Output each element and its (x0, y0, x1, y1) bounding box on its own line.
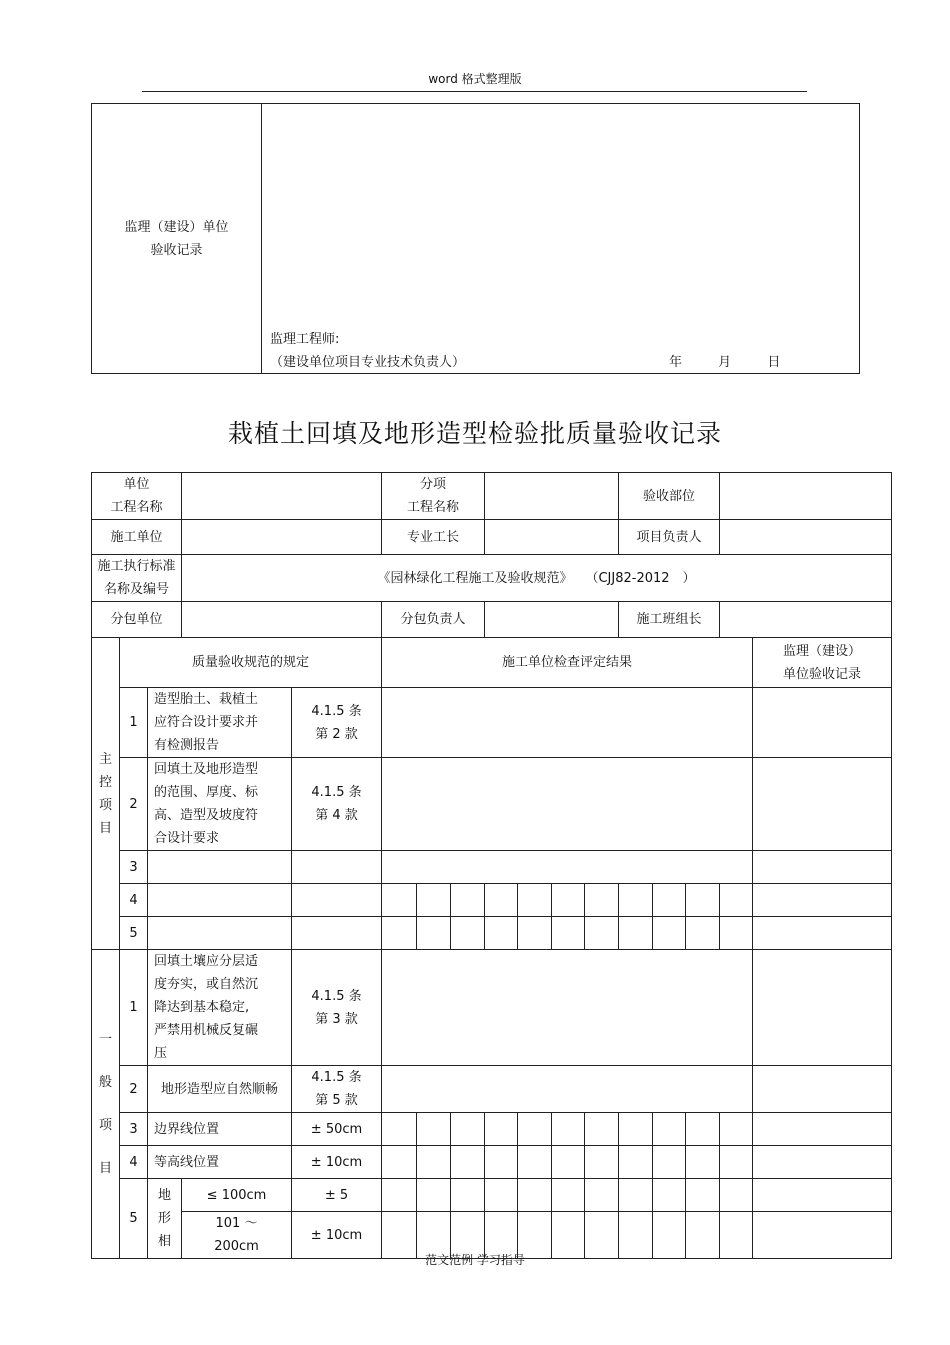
result-cell[interactable] (382, 758, 753, 851)
header-rule (142, 91, 807, 92)
result-cell[interactable] (382, 851, 753, 884)
measure-cell[interactable] (653, 1146, 686, 1179)
supervision-cell[interactable] (753, 688, 892, 758)
item-clause[interactable] (292, 917, 382, 950)
foreman-label: 专业工长 (382, 520, 485, 555)
team-leader-label: 施工班组长 (619, 602, 720, 638)
subcontractor-label: 分包单位 (92, 602, 182, 638)
sub-project-label-l1: 分项 (419, 477, 446, 492)
range-label: ≤ 100cm (182, 1179, 292, 1212)
measure-cell[interactable] (686, 1146, 720, 1179)
measure-cell[interactable] (585, 1146, 619, 1179)
measure-cell[interactable] (485, 1179, 518, 1212)
measure-cell[interactable] (619, 1113, 653, 1146)
supervision-header (753, 638, 892, 688)
item-number: 4 (120, 1146, 148, 1179)
item-number: 1 (120, 950, 148, 1066)
supervision-label-cell (92, 104, 262, 374)
foreman-value[interactable] (485, 520, 619, 555)
item-description[interactable] (148, 851, 292, 884)
unit-project-label (92, 473, 182, 520)
unit-project-value[interactable] (182, 473, 382, 520)
terrain-char-3: 相 (157, 1234, 171, 1249)
measure-cell[interactable] (382, 1179, 417, 1212)
measure-cell[interactable] (382, 1146, 417, 1179)
measure-cell[interactable] (619, 917, 653, 950)
item-description: 等高线位置 (148, 1146, 292, 1179)
measure-cell[interactable] (619, 1146, 653, 1179)
item-tolerance: ± 5 (292, 1179, 382, 1212)
measure-cell[interactable] (382, 884, 417, 917)
clause-line: 4.1.5 条 (311, 1070, 362, 1085)
clause-line: 第 3 款 (315, 1011, 358, 1027)
supervision-cell[interactable] (753, 1066, 892, 1113)
month-label: 月 (718, 355, 732, 370)
supervision-cell[interactable] (753, 917, 892, 950)
item-desc-line: 回填土壤应分层适 (154, 954, 259, 969)
item-description[interactable] (148, 917, 292, 950)
general-char-1: 一 (98, 1032, 112, 1047)
item-number: 5 (120, 1179, 148, 1259)
supervision-header-l2: 单位验收记录 (782, 666, 861, 682)
supervision-cell[interactable] (753, 1179, 892, 1212)
item-clause (292, 688, 382, 758)
table-row (92, 917, 892, 950)
signature-block (270, 328, 465, 374)
result-cell[interactable] (382, 688, 753, 758)
page-footer: 范文范例 学习指导 (425, 1253, 525, 1267)
standard-value: 《园林绿化工程施工及验收规范》 （CJJ82-2012 ） (182, 555, 892, 602)
sub-leader-label: 分包负责人 (382, 602, 485, 638)
measure-cell[interactable] (552, 884, 585, 917)
measure-cell[interactable] (451, 1179, 485, 1212)
measure-cell[interactable] (653, 884, 686, 917)
measure-cell[interactable] (417, 1113, 451, 1146)
item-number: 2 (120, 758, 148, 851)
measure-cell[interactable] (552, 1146, 585, 1179)
measure-cell[interactable] (686, 917, 720, 950)
item-description[interactable] (148, 884, 292, 917)
day-label: 日 (767, 355, 781, 370)
measure-cell[interactable] (451, 884, 485, 917)
supervision-record-cell[interactable] (262, 104, 860, 374)
measure-cell[interactable] (720, 1146, 753, 1179)
item-desc-line: 的范围、厚度、标 (154, 785, 259, 800)
clause-line: 4.1.5 条 (311, 785, 362, 800)
main-control-char-3: 项 (98, 797, 112, 813)
supervision-label-line2: 验收记录 (150, 242, 203, 258)
item-number: 1 (120, 688, 148, 758)
supervision-label-line1: 监理（建设）单位 (124, 219, 229, 235)
terrain-sub-label (148, 1179, 182, 1259)
item-clause (292, 950, 382, 1066)
page-header: word 格式整理版 (428, 72, 522, 86)
item-desc-line: 降达到基本稳定, (154, 1000, 250, 1015)
measure-cell[interactable] (552, 1113, 585, 1146)
item-tolerance: ± 10cm (292, 1212, 382, 1259)
year-label: 年 (669, 355, 683, 370)
measure-cell[interactable] (451, 1146, 485, 1179)
terrain-char-1: 地 (157, 1188, 171, 1203)
main-control-label (92, 638, 120, 950)
item-tolerance: ± 50cm (292, 1113, 382, 1146)
table-row (92, 1066, 892, 1113)
clause-line: 第 5 款 (315, 1093, 358, 1108)
measure-cell[interactable] (451, 1113, 485, 1146)
supervision-cell[interactable] (753, 884, 892, 917)
measure-cell[interactable] (653, 1113, 686, 1146)
item-desc-line: 应符合设计要求并 (154, 715, 259, 730)
measure-cell[interactable] (382, 917, 417, 950)
item-description (148, 758, 292, 851)
measure-cell[interactable] (451, 917, 485, 950)
measure-cell[interactable] (720, 1113, 753, 1146)
main-control-char-4: 目 (98, 820, 112, 836)
item-desc-line: 严禁用机械反复碾 (154, 1023, 259, 1038)
item-tolerance: ± 10cm (292, 1146, 382, 1179)
project-leader-value[interactable] (720, 520, 892, 555)
measure-cell[interactable] (518, 1113, 552, 1146)
item-number: 2 (120, 1066, 148, 1113)
item-clause (292, 1066, 382, 1113)
item-clause (292, 758, 382, 851)
measure-cell[interactable] (485, 1146, 518, 1179)
measure-cell[interactable] (585, 884, 619, 917)
item-desc-line: 回填土及地形造型 (154, 762, 259, 777)
measure-cell[interactable] (518, 884, 552, 917)
measure-cell[interactable] (518, 1179, 552, 1212)
sub-leader-value[interactable] (485, 602, 619, 638)
engineer-label: 监理工程师: (270, 332, 340, 347)
measure-cell[interactable] (720, 917, 753, 950)
general-char-4: 目 (98, 1161, 112, 1176)
measure-cell[interactable] (518, 917, 552, 950)
item-desc-line: 高、造型及坡度符 (154, 808, 259, 823)
acceptance-part-value[interactable] (720, 473, 892, 520)
table-row (92, 1179, 892, 1212)
measure-cell[interactable] (417, 917, 451, 950)
measure-cell[interactable] (686, 1113, 720, 1146)
measure-cell[interactable] (686, 1179, 720, 1212)
result-cell[interactable] (382, 1066, 753, 1113)
measure-cell[interactable] (552, 1179, 585, 1212)
measure-cell[interactable] (619, 1179, 653, 1212)
item-description: 地形造型应自然顺畅 (148, 1066, 292, 1113)
sub-project-value[interactable] (485, 473, 619, 520)
clause-line: 4.1.5 条 (311, 703, 362, 719)
responsible-label: （建设单位项目专业技术负责人） (270, 355, 466, 370)
supervision-cell[interactable] (753, 851, 892, 884)
supervision-cell[interactable] (753, 950, 892, 1066)
supervision-header-l1: 监理（建设） (782, 643, 861, 659)
item-number: 4 (120, 884, 148, 917)
clause-line: 4.1.5 条 (311, 988, 362, 1004)
main-control-char-1: 主 (98, 751, 112, 767)
measure-cell[interactable] (518, 1146, 552, 1179)
subcontractor-value[interactable] (182, 602, 382, 638)
sub-project-label-l2: 工程名称 (406, 500, 459, 515)
item-desc-line: 度夯实，或自然沉 (154, 977, 259, 992)
construction-unit-label: 施工单位 (92, 520, 182, 555)
supervision-cell[interactable] (753, 1113, 892, 1146)
measure-cell[interactable] (585, 1179, 619, 1212)
result-cell[interactable] (382, 950, 753, 1066)
measure-cell[interactable] (417, 1179, 451, 1212)
standard-label-l2: 名称及编号 (103, 582, 169, 597)
table-row (92, 758, 892, 851)
project-leader-label: 项目负责人 (619, 520, 720, 555)
table-row (92, 950, 892, 1066)
inspection-batch-table (91, 472, 892, 1259)
range-label-l2: 200cm (214, 1239, 259, 1254)
standard-label (92, 555, 182, 602)
measure-cell[interactable] (417, 884, 451, 917)
supervision-record-table (91, 103, 860, 374)
range-label-l1: 101 ～ (215, 1216, 258, 1231)
general-char-2: 般 (98, 1075, 112, 1090)
item-description (148, 950, 292, 1066)
general-char-3: 项 (98, 1118, 112, 1133)
measure-cell[interactable] (485, 1113, 518, 1146)
table-row (92, 688, 892, 758)
main-control-char-2: 控 (98, 774, 112, 790)
measure-cell[interactable] (382, 1113, 417, 1146)
supervision-cell[interactable] (753, 758, 892, 851)
measure-cell[interactable] (585, 917, 619, 950)
terrain-char-2: 形 (157, 1211, 171, 1226)
construction-unit-value[interactable] (182, 520, 382, 555)
table-row (92, 1146, 892, 1179)
measure-cell[interactable] (619, 884, 653, 917)
measure-cell[interactable] (653, 917, 686, 950)
item-description (148, 688, 292, 758)
unit-project-label-l1: 单位 (123, 477, 150, 492)
date-block (669, 351, 780, 374)
table-row (92, 1113, 892, 1146)
measure-cell[interactable] (653, 1179, 686, 1212)
table-row (92, 851, 892, 884)
clause-line: 第 2 款 (315, 726, 358, 742)
item-description: 边界线位置 (148, 1113, 292, 1146)
unit-project-label-l2: 工程名称 (110, 500, 163, 515)
clause-line: 第 4 款 (315, 808, 358, 823)
item-desc-line: 压 (154, 1046, 168, 1061)
measure-cell[interactable] (720, 884, 753, 917)
measure-cell[interactable] (485, 884, 518, 917)
item-desc-line: 有检测报告 (154, 738, 220, 753)
team-leader-value[interactable] (720, 602, 892, 638)
sub-project-label (382, 473, 485, 520)
item-desc-line: 造型胎土、栽植土 (154, 692, 259, 707)
result-header: 施工单位检查评定结果 (382, 638, 753, 688)
measure-cell[interactable] (585, 1113, 619, 1146)
table-row (92, 884, 892, 917)
form-title: 栽植土回填及地形造型检验批质量验收记录 (227, 419, 722, 448)
supervision-cell[interactable] (753, 1146, 892, 1179)
measure-cell[interactable] (552, 917, 585, 950)
item-desc-line: 合设计要求 (154, 831, 220, 846)
standard-label-l1: 施工执行标准 (97, 559, 176, 574)
item-clause[interactable] (292, 884, 382, 917)
measure-cell[interactable] (485, 917, 518, 950)
item-clause[interactable] (292, 851, 382, 884)
measure-cell[interactable] (417, 1146, 451, 1179)
measure-cell[interactable] (720, 1179, 753, 1212)
spec-header: 质量验收规范的规定 (120, 638, 382, 688)
item-number: 5 (120, 917, 148, 950)
item-number: 3 (120, 1113, 148, 1146)
item-number: 3 (120, 851, 148, 884)
measure-cell[interactable] (686, 884, 720, 917)
general-items-label (92, 950, 120, 1259)
acceptance-part-label: 验收部位 (619, 473, 720, 520)
